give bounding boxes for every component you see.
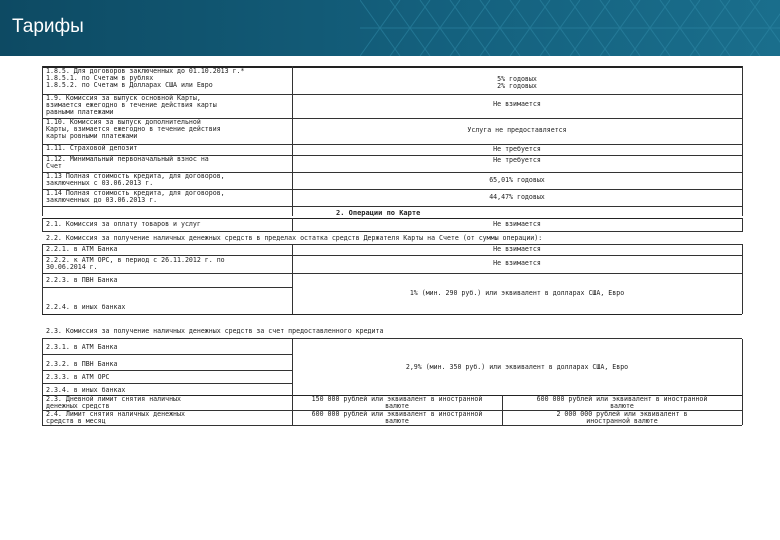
row-label: 2.4. Лимит снятия наличных денежных средств в месяц: [46, 410, 185, 425]
col-border-right: [742, 66, 743, 216]
row-label: 2.1. Комиссия за оплату товаров и услуг: [46, 220, 201, 228]
merged-value: 1% (мин. 290 руб.) или эквивалент в долларах США, Евро: [409, 289, 625, 297]
divider: [42, 354, 292, 355]
col-border-right: [742, 218, 743, 232]
row-value: 44,47% годовых: [489, 193, 545, 201]
row-label: 1.11. Страховой депозит: [46, 144, 138, 152]
row-label: 1.12. Минимальный первоначальный взнос на Счет: [46, 155, 209, 170]
section-title: 2. Операции по Карте: [336, 209, 421, 217]
table-row: [42, 256, 742, 274]
row-label: 2.2. Комиссия за получение наличных денежных средств в пределах остатка средств Держателя Карты на Счете (от суммы операции):: [46, 234, 543, 242]
page-title: Тарифы: [12, 16, 84, 37]
row-label: 1.10. Комиссия за выпуск дополнительной Карты, взимается ежегодно в течение действия карты ровными платежами: [46, 118, 221, 140]
row-value: 2 000 000 рублей или эквивалент в иностранной валюте: [556, 410, 688, 425]
table-row: [42, 219, 742, 232]
row-label: 1.13 Полная стоимость кредита, для договоров, заключенных с 03.06.2013 г.: [46, 172, 225, 187]
row-value: Не требуется: [493, 145, 541, 153]
row-value: 600 000 рублей или эквивалент в иностранной валюте: [536, 395, 708, 410]
row-value: Не взимается: [493, 220, 541, 228]
header-pattern: [360, 0, 780, 56]
divider: [42, 287, 292, 288]
table-row: [42, 190, 742, 207]
row-label: 2.2.1. в АТМ Банка: [46, 245, 118, 253]
row-label: 2.3.4. в иных банках: [46, 386, 126, 394]
table-row: [42, 245, 742, 256]
row-label: 1.9. Комиссия за выпуск основной Карты, взимается ежегодно в течение действия карты равными платежами: [46, 94, 217, 116]
row-label: 2.2.3. в ПВН Банка: [46, 276, 118, 284]
row-label: 2.2.2. к АТМ ОРС, в период с 26.11.2012 г. по 30.06.2014 г.: [46, 256, 225, 271]
col-border-left: [42, 339, 43, 395]
table-row: [42, 95, 742, 119]
table-row: [42, 326, 742, 339]
row-label: 1.14 Полная стоимость кредита, для договоров, заключенных до 03.06.2013 г.: [46, 189, 225, 204]
divider: [42, 383, 292, 384]
row-label: 2.3.2. в ПВН Банка: [46, 360, 118, 368]
row-label: 2.3.1. в АТМ Банка: [46, 343, 118, 351]
row-label: 2.3. Комиссия за получение наличных денежных средств за счет предоставленного кредита: [46, 327, 384, 335]
divider: [42, 370, 292, 371]
table-row: [42, 68, 742, 95]
col-border-right: [742, 244, 743, 314]
merged-value: 2,9% (мин. 350 руб.) или эквивалент в долларах США, Евро: [405, 363, 629, 371]
row-label: 1.8.5. Для договоров заключенных до 01.10.2013 г.* 1.8.5.1. по Счетам в рублях 1.8.5.2. по Счетам в Долларах США или Евро: [46, 67, 245, 89]
table-row: [42, 411, 742, 426]
row-value: 5% годовых 2% годовых: [497, 75, 537, 90]
row-value: Не взимается: [493, 245, 541, 253]
col-border-right: [742, 339, 743, 395]
row-value: 150 000 рублей или эквивалент в иностранной валюте: [311, 395, 483, 410]
row-value: Не взимается: [493, 100, 541, 108]
table-row: [42, 396, 742, 411]
table-row: [42, 119, 742, 145]
row-value: Не взимается: [493, 259, 541, 267]
divider: [42, 314, 742, 315]
table-row: [42, 232, 742, 245]
header-bar: [0, 0, 780, 56]
row-value: Не требуется: [493, 156, 541, 164]
row-label: 2.2.4. в иных банках: [46, 303, 126, 311]
row-value: Услуга не предоставляется: [467, 126, 567, 134]
row-value: 65,01% годовых: [489, 176, 545, 184]
table-row: [42, 156, 742, 173]
row-label: 2.3.3. в АТМ ОРС: [46, 373, 110, 381]
row-label: 2.3. Дневной лимит снятия наличных денежных средств: [46, 395, 181, 410]
tariff-document: [36, 64, 744, 432]
table-row: [42, 173, 742, 190]
row-value: 600 000 рублей или эквивалент в иностранной валюте: [311, 410, 483, 425]
col-border-right: [742, 395, 743, 425]
